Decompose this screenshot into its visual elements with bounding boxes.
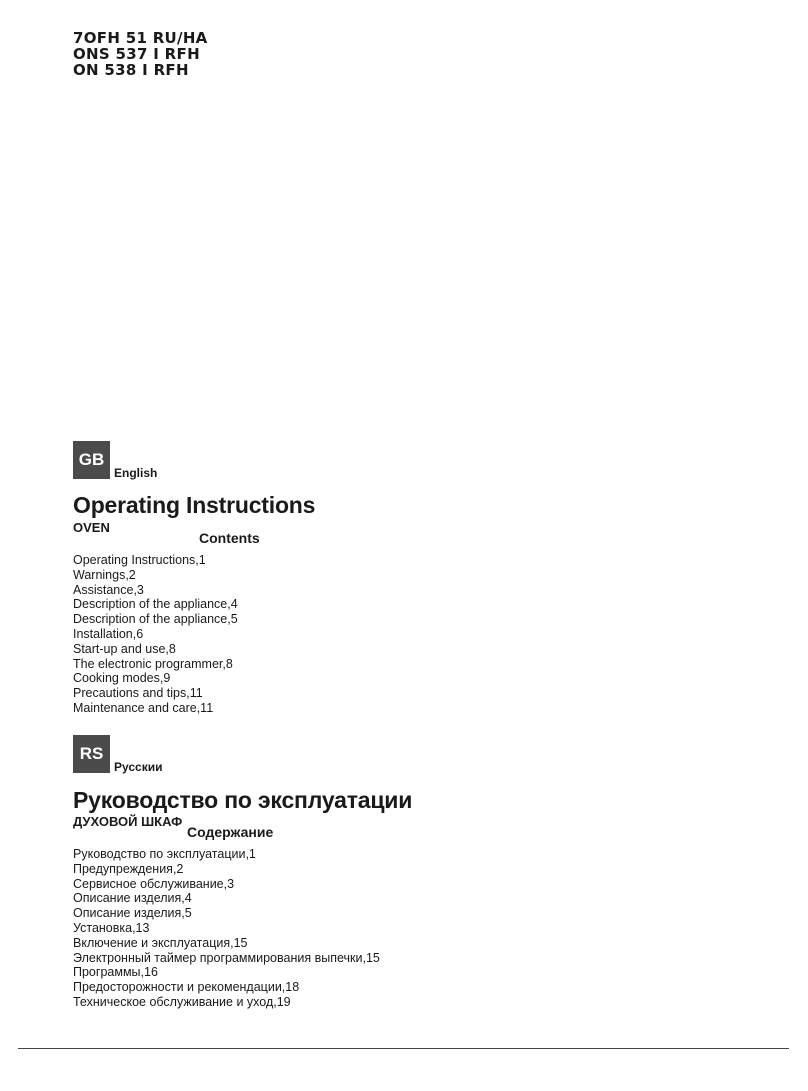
model-list xyxy=(73,30,208,78)
language-header xyxy=(73,735,573,773)
toc-item[interactable]: Precautions and tips,11 xyxy=(73,686,203,701)
model-number: ON 538 I RFH xyxy=(73,61,189,79)
toc-item[interactable]: The electronic programmer,8 xyxy=(73,656,233,671)
language-name: Русскии xyxy=(114,760,163,774)
language-badge: GB xyxy=(73,441,110,479)
toc-item[interactable]: Warnings,2 xyxy=(73,567,136,582)
toc-item[interactable]: Description of the appliance,4 xyxy=(73,597,238,612)
toc-item[interactable]: Установка,13 xyxy=(73,920,150,935)
toc-item[interactable]: Start-up and use,8 xyxy=(73,641,176,656)
table-of-contents xyxy=(73,553,238,716)
russian-section xyxy=(73,735,573,1015)
contents-heading: Содержание xyxy=(187,824,274,840)
contents-heading: Contents xyxy=(199,530,260,546)
table-of-contents xyxy=(73,847,380,1010)
toc-item[interactable]: Сервисное обслуживание,3 xyxy=(73,876,235,891)
model-number: 7OFH 51 RU/HA xyxy=(73,29,208,47)
document-subtitle: ДУХОВОЙ ШКАФ xyxy=(73,814,183,829)
toc-item[interactable]: Руководство по эксплуатации,1 xyxy=(73,847,256,861)
toc-item[interactable]: Description of the appliance,5 xyxy=(73,612,238,627)
toc-item[interactable]: Описание изделия,5 xyxy=(73,906,192,921)
toc-item[interactable]: Описание изделия,4 xyxy=(73,891,192,906)
toc-item[interactable]: Техническое обслуживание и уход,19 xyxy=(73,994,291,1009)
footer-divider xyxy=(18,1048,789,1049)
model-number: ONS 537 I RFH xyxy=(73,45,200,63)
toc-item[interactable]: Operating Instructions,1 xyxy=(73,553,206,567)
document-subtitle: OVEN xyxy=(73,520,110,535)
language-header xyxy=(73,441,473,479)
document-title: Operating Instructions xyxy=(73,492,316,518)
toc-item[interactable]: Cooking modes,9 xyxy=(73,671,171,686)
toc-item[interactable]: Программы,16 xyxy=(73,965,158,980)
toc-item[interactable]: Включение и эксплуатация,15 xyxy=(73,935,248,950)
toc-item[interactable]: Предупреждения,2 xyxy=(73,861,184,876)
toc-item[interactable]: Assistance,3 xyxy=(73,582,144,597)
english-section xyxy=(73,441,473,721)
toc-item[interactable]: Installation,6 xyxy=(73,626,144,641)
language-name: English xyxy=(114,466,158,480)
toc-item[interactable]: Maintenance and care,11 xyxy=(73,700,214,715)
toc-item[interactable]: Предосторожности и рекомендации,18 xyxy=(73,980,300,995)
toc-item[interactable]: Электронный таймер программирования выпечки,15 xyxy=(73,950,380,965)
language-badge: RS xyxy=(73,735,110,773)
document-title: Руководство по эксплуатации xyxy=(73,787,413,813)
